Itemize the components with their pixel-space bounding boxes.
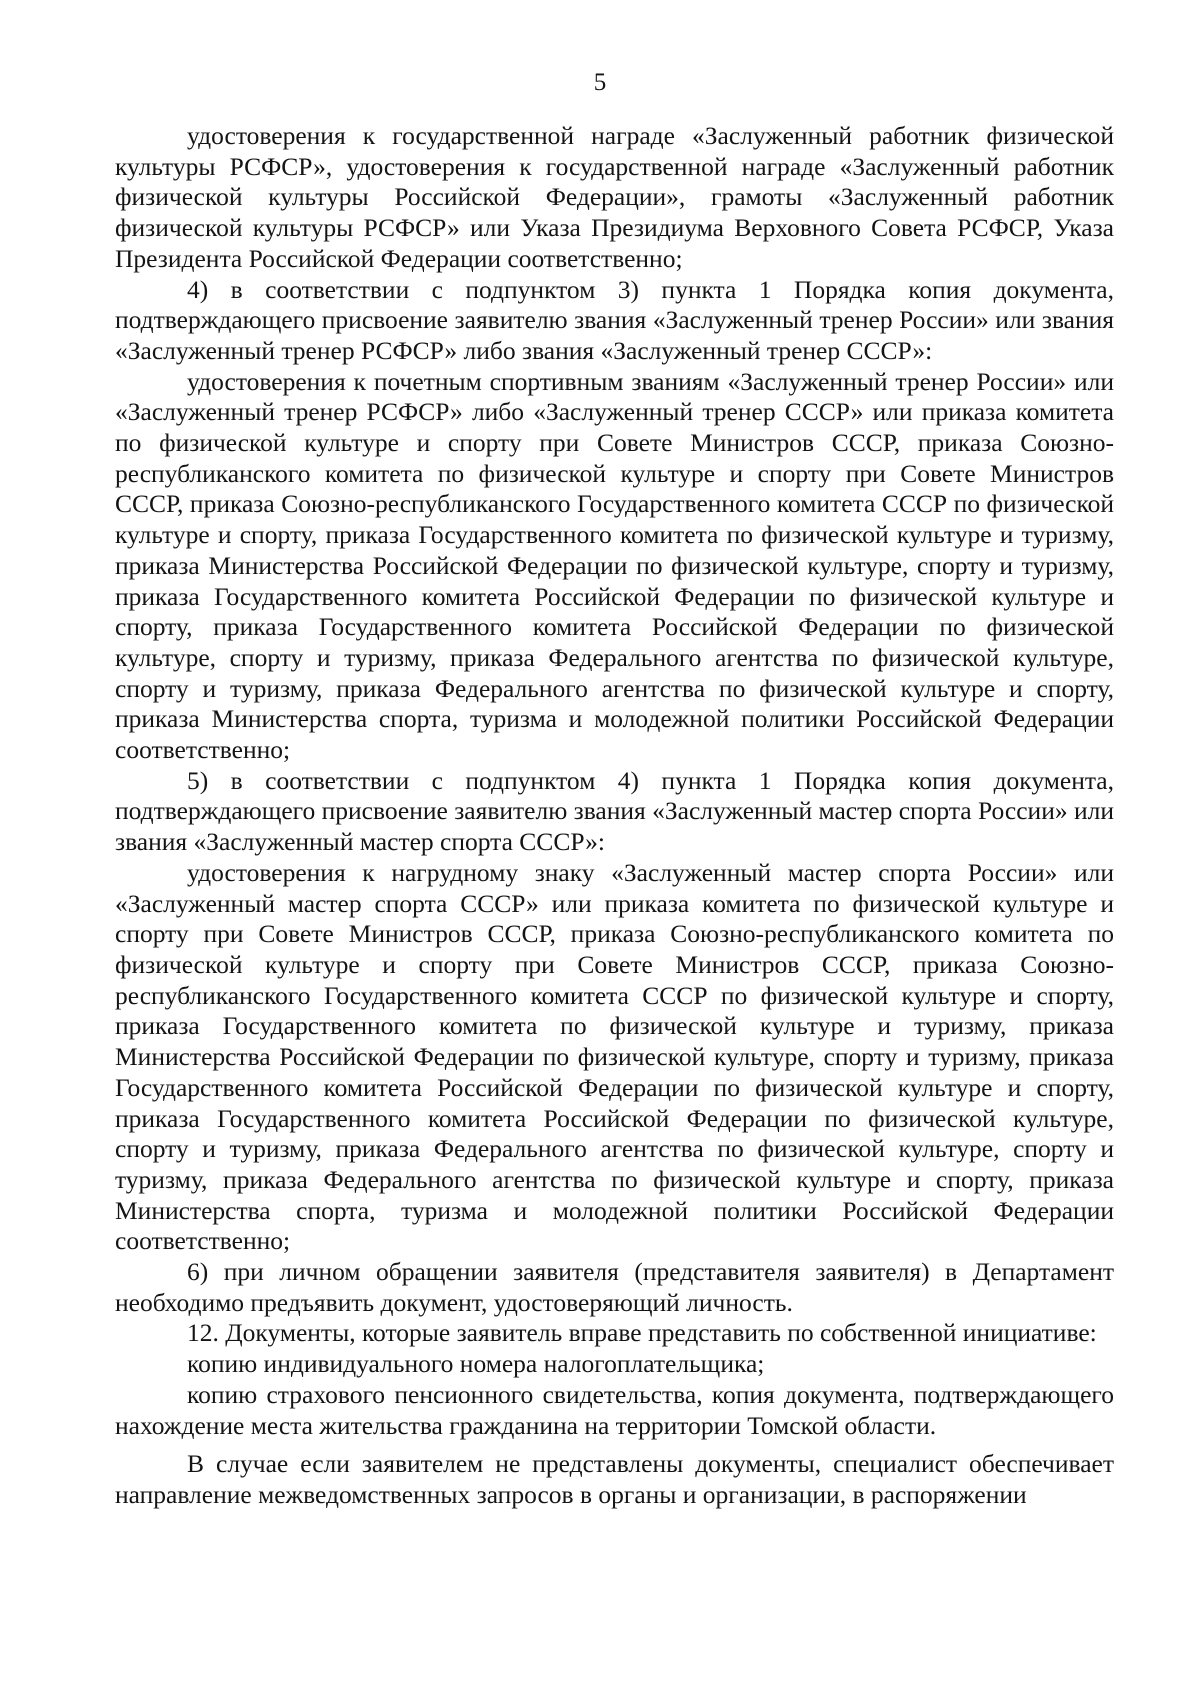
paragraph-item-6: 6) при личном обращении заявителя (представителя заявителя) в Департамент необходимо предъявить документ, удостоверяющий личность.	[115, 1257, 1114, 1317]
paragraph-award-certificates: удостоверения к государственной награде «Заслуженный работник физической культуры РСФСР», удостоверения к государственной награде «Заслуженный работник физической культуры Российской Федерации», грамоты «Заслуженный работник физической культуры РСФСР» или Указа Президиума Верховного Совета РСФСР, Указа Президента Российской Федерации соответственно;	[115, 121, 1114, 273]
page-number: 5	[593, 69, 607, 96]
paragraph-trainer-certificates: удостоверения к почетным спортивным званиям «Заслуженный тренер России» или «Заслуженный тренер РСФСР» либо «Заслуженный тренер СССР» или приказа комитета по физической культуре и спорту при Совете Министров СССР, приказа Союзно-республиканского комитета по физической культуре и спорту при Совете Министров СССР, приказа Союзно-республиканского Государственного комитета СССР по физической культуре и спорту, приказа Государственного комитета по физической культуре и туризму, приказа Министерства Российской Федерации по физической культуре, спорту и туризму, приказа Государственного комитета Российской Федерации по физической культуре и спорту, приказа Государственного комитета Российской Федерации по физической культуре, спорту и туризму, приказа Федерального агентства по физической культуре, спорту и туризму, приказа Федерального агентства по физической культуре и спорту, приказа Министерства спорта, туризма и молодежной политики Российской Федерации соответственно;	[115, 366, 1114, 765]
paragraph-item-12: 12. Документы, которые заявитель вправе представить по собственной инициативе:	[187, 1318, 1097, 1348]
paragraph-tax-number: копию индивидуального номера налогоплательщика;	[187, 1349, 765, 1379]
paragraph-item-4: 4) в соответствии с подпунктом 3) пункта 1 Порядка копия документа, подтверждающего присвоение заявителю звания «Заслуженный тренер России» или звания «Заслуженный тренер РСФСР» либо звания «Заслуженный тренер СССР»:	[115, 274, 1114, 365]
paragraph-item-5: 5) в соответствии с подпунктом 4) пункта 1 Порядка копия документа, подтверждающего присвоение заявителю звания «Заслуженный мастер спорта России» или звания «Заслуженный мастер спорта СССР»:	[115, 765, 1114, 857]
paragraph-pension-certificate: копию страхового пенсионного свидетельства, копия документа, подтверждающего нахождение места жительства гражданина на территории Томской области.	[115, 1379, 1114, 1440]
paragraph-master-certificates: удостоверения к нагрудному знаку «Заслуженный мастер спорта России» или «Заслуженный мастер спорта СССР» или приказа комитета по физической культуре и спорту при Совете Министров СССР, приказа Союзно-республиканского комитета по физической культуре и спорту при Совете Министров СССР, приказа Союзно-республиканского Государственного комитета СССР по физической культуре и спорту, приказа Государственного комитета по физической культуре и туризму, приказа Министерства Российской Федерации по физической культуре, спорту и туризму, приказа Государственного комитета Российской Федерации по физической культуре и спорту, приказа Государственного комитета Российской Федерации по физической культуре, спорту и туризму, приказа Федерального агентства по физической культуре, спорту и туризму, приказа Федерального агентства по физической культуре и спорту, приказа Министерства спорта, туризма и молодежной политики Российской Федерации соответственно;	[115, 857, 1114, 1256]
document-body	[115, 121, 1114, 1511]
paragraph-interagency-requests: В случае если заявителем не представлены документы, специалист обеспечивает направление межведомственных запросов в органы и организации, в распоряжении	[115, 1449, 1114, 1509]
